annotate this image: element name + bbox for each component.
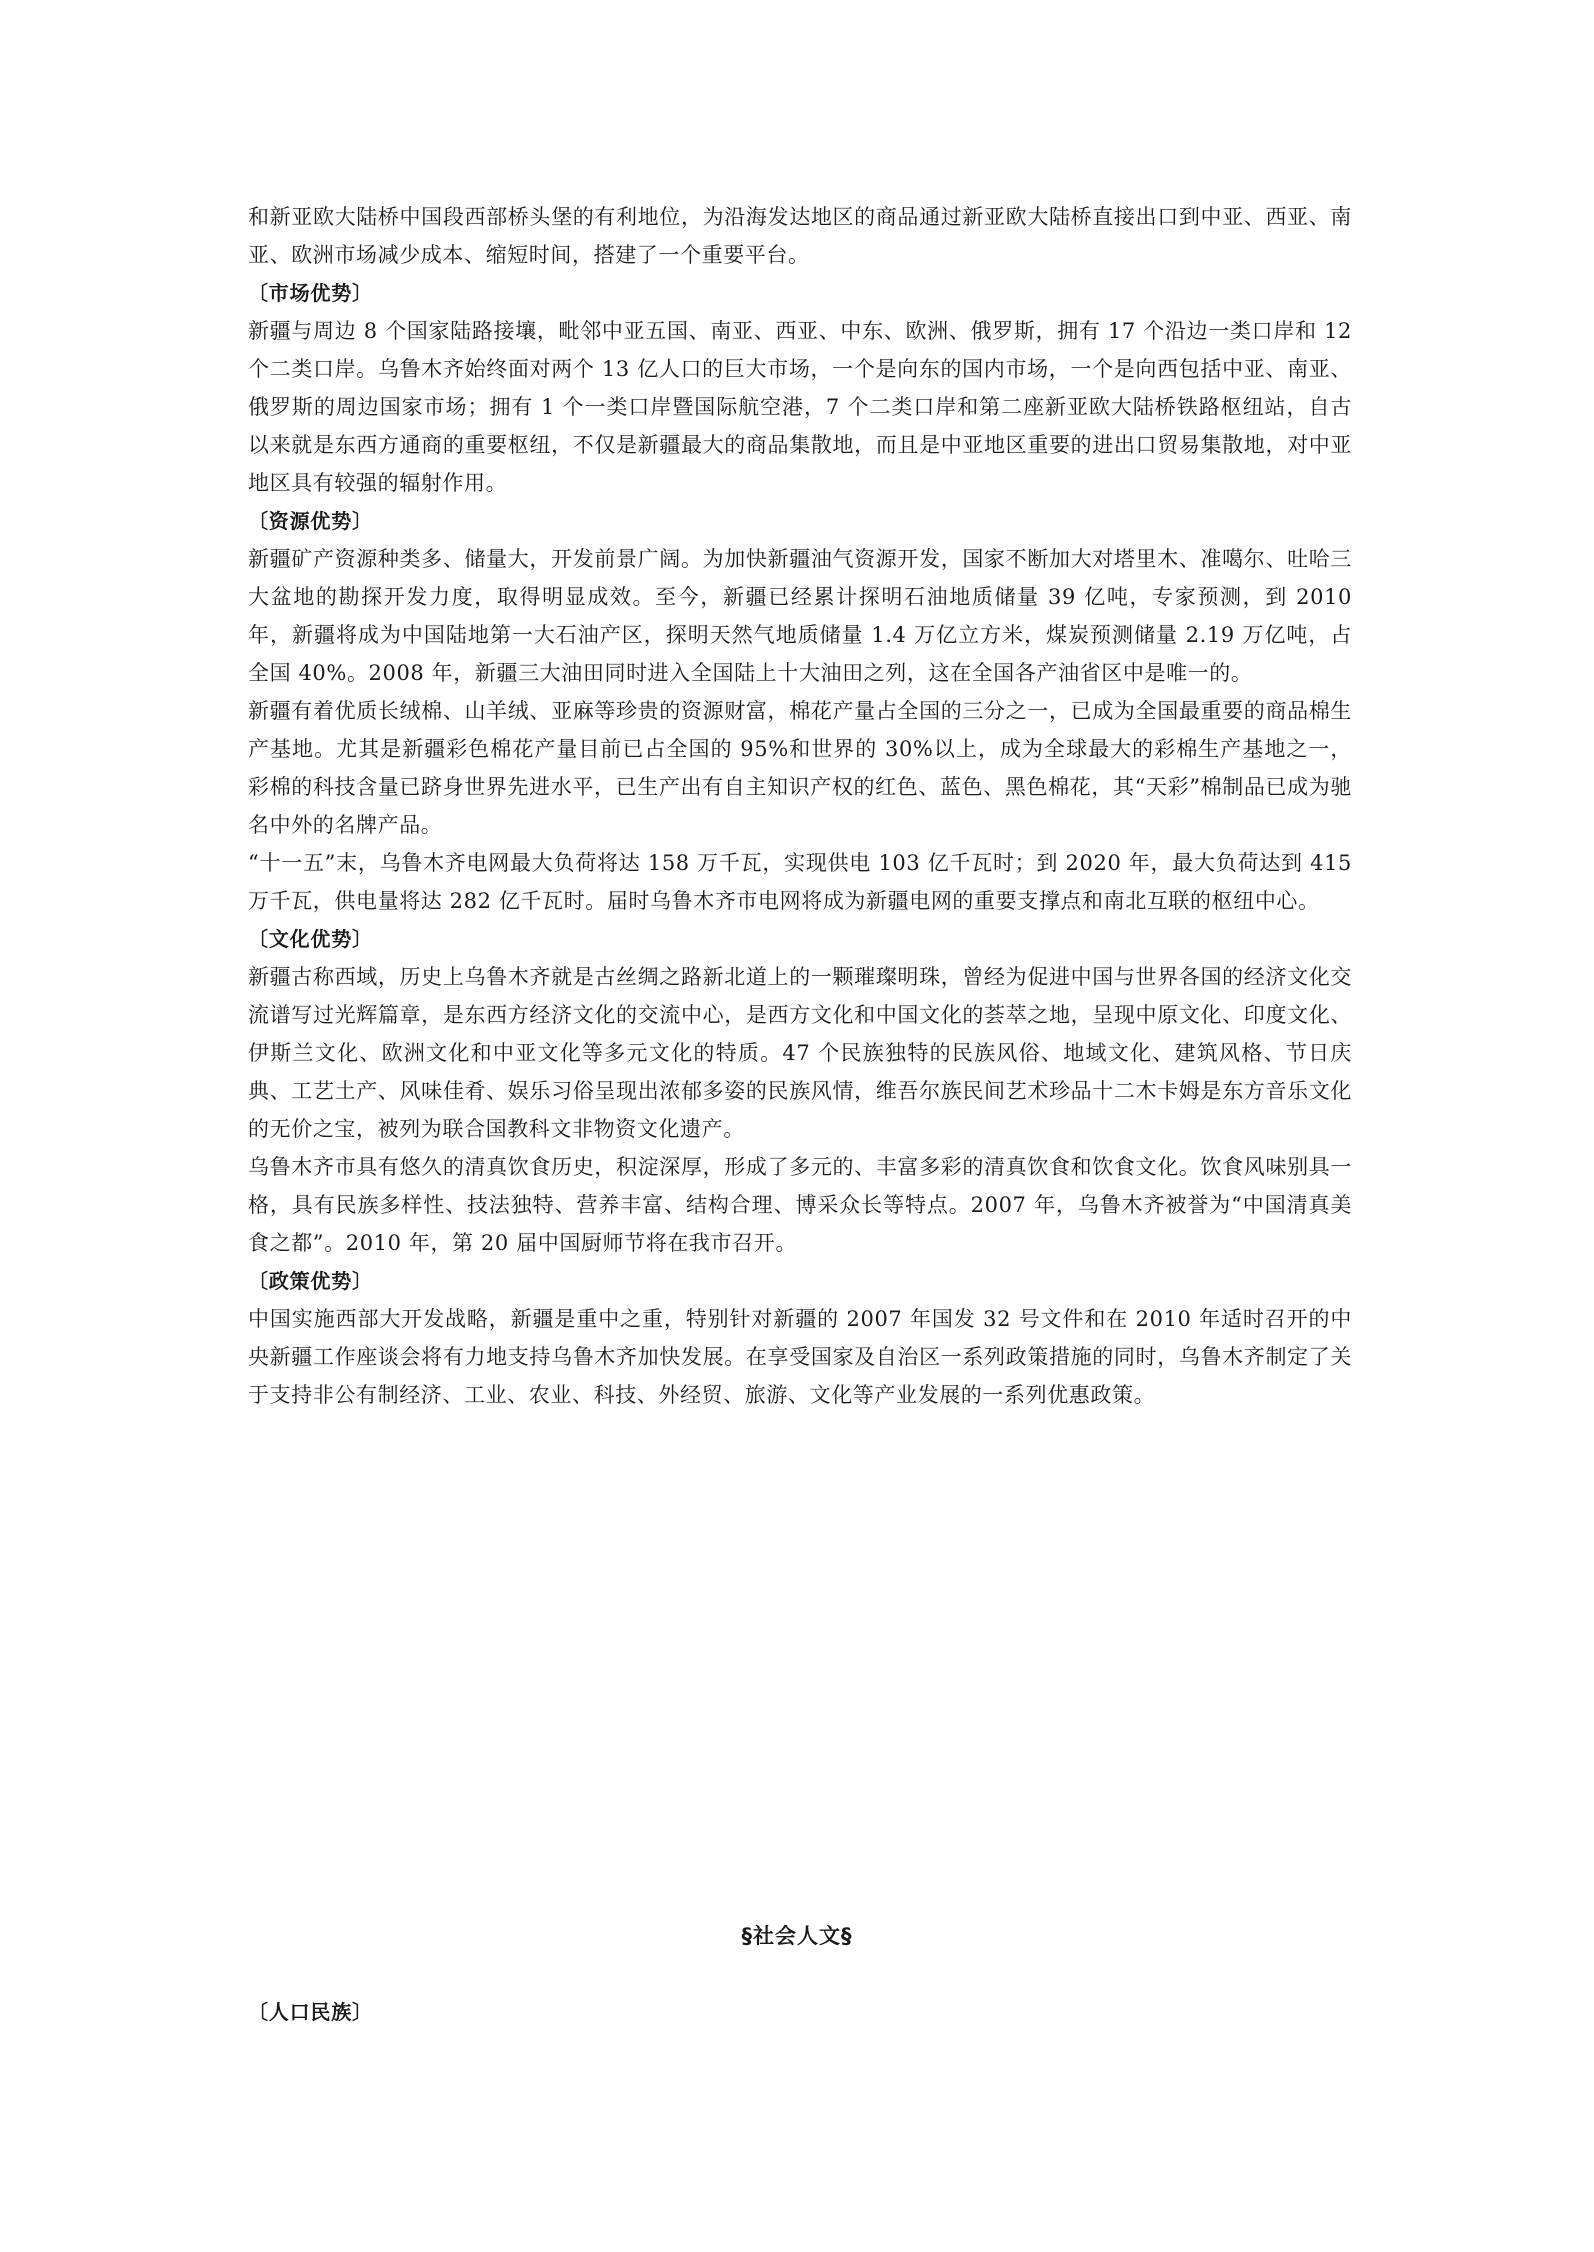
resources-heading: 〔资源优势〕 bbox=[248, 509, 373, 533]
resources-paragraph-minerals: 新疆矿产资源种类多、储量大，开发前景广阔。为加快新疆油气资源开发，国家不断加大对塔里木、准噶尔、吐哈三大盆地的勘探开发力度，取得明显成效。至今，新疆已经累计探明石油地质储量 39 亿吨，专家预测，到 2010 年，新疆将成为中国陆地第一大石油产区，探明天然气地质储量 1.4 万亿立方米，煤炭预测储量 2.19 万亿吨，占全国 40%。2008 年，新疆三大油田同时进入全国陆上十大油田之列，这在全国各产油省区中是唯一的。 bbox=[248, 547, 1352, 685]
policy-heading: 〔政策优势〕 bbox=[248, 1269, 373, 1293]
section-title: §社会人文§ bbox=[741, 1924, 853, 1948]
culture-paragraph-food: 乌鲁木齐市具有悠久的清真饮食历史，积淀深厚，形成了多元的、丰富多彩的清真饮食和饮食文化。饮食风味别具一格，具有民族多样性、技法独特、营养丰富、结构合理、博采众长等特点。2007 年，乌鲁木齐被誉为“中国清真美食之都”。2010 年，第 20 届中国厨师节将在我市召开。 bbox=[248, 1155, 1352, 1255]
resources-paragraph-cotton: 新疆有着优质长绒棉、山羊绒、亚麻等珍贵的资源财富，棉花产量占全国的三分之一，已成为全国最重要的商品棉生产基地。尤其是新疆彩色棉花产量目前已占全国的 95%和世界的 30%以上，成为全球最大的彩棉生产基地之一，彩棉的科技含量已跻身世界先进水平，已生产出有自主知识产权的红色、蓝色、黑色棉花，其“天彩”棉制品已成为驰名中外的名牌产品。 bbox=[248, 699, 1352, 837]
intro-paragraph: 和新亚欧大陆桥中国段西部桥头堡的有利地位，为沿海发达地区的商品通过新亚欧大陆桥直接出口到中亚、西亚、南亚、欧洲市场减少成本、缩短时间，搭建了一个重要平台。 bbox=[248, 205, 1352, 267]
population-heading: 〔人口民族〕 bbox=[248, 2000, 373, 2024]
culture-heading: 〔文化优势〕 bbox=[248, 927, 373, 951]
culture-paragraph-history: 新疆古称西域，历史上乌鲁木齐就是古丝绸之路新北道上的一颗璀璨明珠，曾经为促进中国与世界各国的经济文化交流谱写过光辉篇章，是东西方经济文化的交流中心，是西方文化和中国文化的荟萃之地，呈现中原文化、印度文化、伊斯兰文化、欧洲文化和中亚文化等多元文化的特质。47 个民族独特的民族风俗、地域文化、建筑风格、节日庆典、工艺土产、风味佳肴、娱乐习俗呈现出浓郁多姿的民族风情，维吾尔族民间艺术珍品十二木卡姆是东方音乐文化的无价之宝，被列为联合国教科文非物资文化遗产。 bbox=[248, 965, 1352, 1141]
resources-paragraph-power: “十一五”末，乌鲁木齐电网最大负荷将达 158 万千瓦，实现供电 103 亿千瓦时；到 2020 年，最大负荷达到 415 万千瓦，供电量将达 282 亿千瓦时。届时乌鲁木齐市电网将成为新疆电网的重要支撑点和南北互联的枢纽中心。 bbox=[248, 851, 1352, 913]
policy-paragraph: 中国实施西部大开发战略，新疆是重中之重，特别针对新疆的 2007 年国发 32 号文件和在 2010 年适时召开的中央新疆工作座谈会将有力地支持乌鲁木齐加快发展。在享受国家及自治区一系列政策措施的同时，乌鲁木齐制定了关于支持非公有制经济、工业、农业、科技、外经贸、旅游、文化等产业发展的一系列优惠政策。 bbox=[248, 1307, 1352, 1407]
market-heading: 〔市场优势〕 bbox=[248, 281, 373, 305]
document-body bbox=[248, 198, 1352, 1414]
market-paragraph: 新疆与周边 8 个国家陆路接壤，毗邻中亚五国、南亚、西亚、中东、欧洲、俄罗斯，拥有 17 个沿边一类口岸和 12 个二类口岸。乌鲁木齐始终面对两个 13 亿人口的巨大市场，一个是向东的国内市场，一个是向西包括中亚、南亚、俄罗斯的周边国家市场；拥有 1 个一类口岸暨国际航空港，7 个二类口岸和第二座新亚欧大陆桥铁路枢纽站，自古以来就是东西方通商的重要枢纽，不仅是新疆最大的商品集散地，而且是中亚地区重要的进出口贸易集散地，对中亚地区具有较强的辐射作用。 bbox=[248, 319, 1352, 495]
